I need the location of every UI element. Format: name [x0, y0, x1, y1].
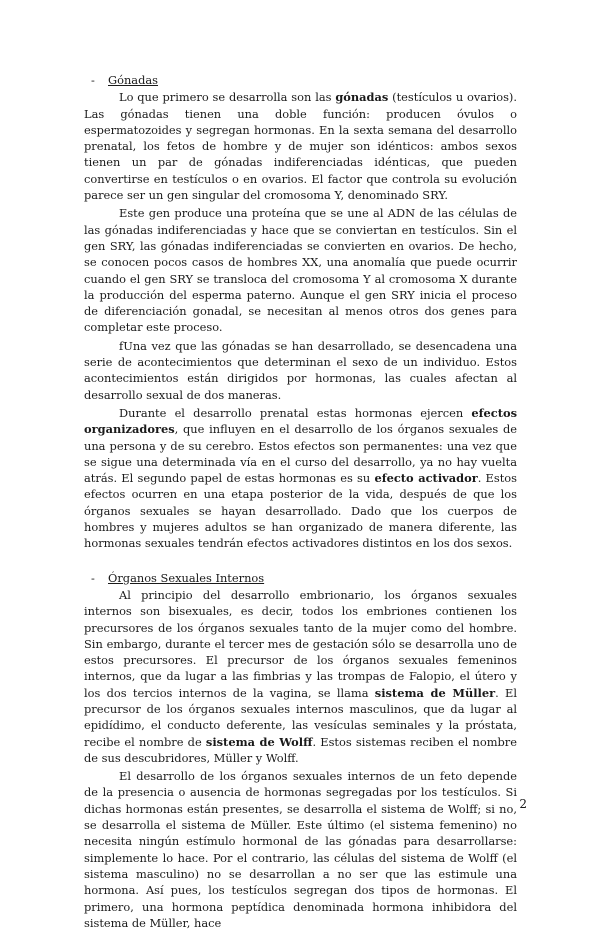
- bold-term: efecto activador: [374, 471, 478, 486]
- paragraph: [84, 205, 517, 335]
- list-dash: -: [91, 570, 95, 585]
- bold-term: efectos organizadores: [84, 405, 517, 437]
- paragraph: [84, 338, 517, 403]
- section-heading: [91, 570, 517, 586]
- paragraph: [84, 405, 517, 552]
- section-organos-sexuales-internos: [84, 570, 517, 931]
- text-run: (testículos u ovarios). Las gónadas tienen una doble función: producen óvulos o espermatozoides y segregan hormonas. En la sexta semana del desarrollo prenatal, los fetos de hombre y de mujer son idénticos: ambos sexos tienen un par de gónadas indiferenciadas idénticas, que pueden convertirse en testículos o en ovarios. El factor que controla su evolución parece ser un gen singular del cromosoma Y, denominado SRY.: [84, 90, 517, 203]
- heading-gonadas: Gónadas: [108, 73, 159, 87]
- text-run: El desarrollo de los órganos sexuales internos de un feto depende de la presencia o ausencia de hormonas segregadas por los testículos. Si dichas hormonas están presentes, se desarrolla el sistema de Wolff; si no, se desarrolla el sistema de Müller. Este último (el sistema femenino) no necesita ningún estímulo hormonal de las gónadas para desarrollarse: simplemente lo hace. Por el contrario, las células del sistema de Wolff (el sistema masculino) no se desarrollan a no ser que las estimule una hormona. Así pues, los testículos segregan dos tipos de hormonas. El primero, una hormona peptídica denominada hormona inhibidora del sistema de Müller, hace: [84, 769, 517, 930]
- paragraph: [84, 587, 517, 766]
- paragraph: [84, 89, 517, 203]
- section-gonadas: [84, 72, 517, 552]
- text-run: . Estos sistemas reciben el nombre de sus descubridores, Müller y Wolff.: [84, 734, 517, 765]
- bold-term: sistema de Müller: [374, 685, 496, 700]
- bold-term: sistema de Wolff: [205, 734, 313, 749]
- bold-term: gónadas: [335, 90, 389, 105]
- text-run: . Estos efectos ocurren en una etapa posterior de la vida, después de que los órganos sexuales se hayan desarrollado. Dado que los cuerpos de hombres y mujeres adultos se han organizado de manera diferente, las hormonas sexuales tendrán efectos activadores distintos en los dos sexos.: [84, 471, 517, 551]
- paragraph: [84, 768, 517, 931]
- section-spacer: [84, 554, 517, 570]
- text-run: fUna vez que las gónadas se han desarrollado, se desencadena una serie de acontecimientos que determinan el sexo de un individuo. Estos acontecimientos están dirigidos por hormonas, las cuales afectan al desarrollo sexual de dos maneras.: [84, 338, 517, 402]
- text-run: Al principio del desarrollo embrionario, los órganos sexuales internos son bisexuales, es decir, todos los embriones contienen los precursores de los órganos sexuales tanto de la mujer como del hombre. Sin embargo, durante el tercer mes de gestación sólo se desarrolla uno de estos precursores. El precursor de los órganos sexuales femeninos internos, que da lugar a las fimbrias y las trompas de Falopio, el útero y los dos tercios internos de la vagina, se llama: [84, 587, 517, 700]
- heading-organos-sexuales-internos: Órganos Sexuales Internos: [108, 570, 265, 585]
- list-dash: -: [91, 73, 95, 87]
- text-run: . El precursor de los órganos sexuales internos masculinos, que da lugar al epidídimo, el conducto deferente, las vesículas seminales y la próstata, recibe el nombre de: [84, 685, 518, 749]
- section-heading: [91, 72, 517, 88]
- text-run: Este gen produce una proteína que se une al ADN de las células de las gónadas indiferenciadas y hace que se conviertan en testículos. Sin el gen SRY, las gónadas indiferenciadas se convierten en ovarios. De hecho, se conocen pocos casos de hombres XX, una anomalía que puede ocurrir cuando el gen SRY se transloca del cromosoma Y al cromosoma X durante la producción del esperma paterno. Aunque el gen SRY inicia el proceso de diferenciación gonadal, se necesitan al menos otros dos genes para completar este proceso.: [84, 206, 517, 335]
- text-run: , que influyen en el desarrollo de los órganos sexuales de una persona y de su cerebro. Estos efectos son permanentes: una vez que se sigue una determinada vía en el curso del desarrollo, ya no hay vuelta atrás. El segundo papel de estas hormonas es su: [84, 422, 517, 486]
- text-run: Lo que primero se desarrolla son las: [119, 90, 336, 105]
- text-run: Durante el desarrollo prenatal estas hormonas ejercen: [119, 405, 472, 420]
- page-number: 2: [519, 797, 527, 811]
